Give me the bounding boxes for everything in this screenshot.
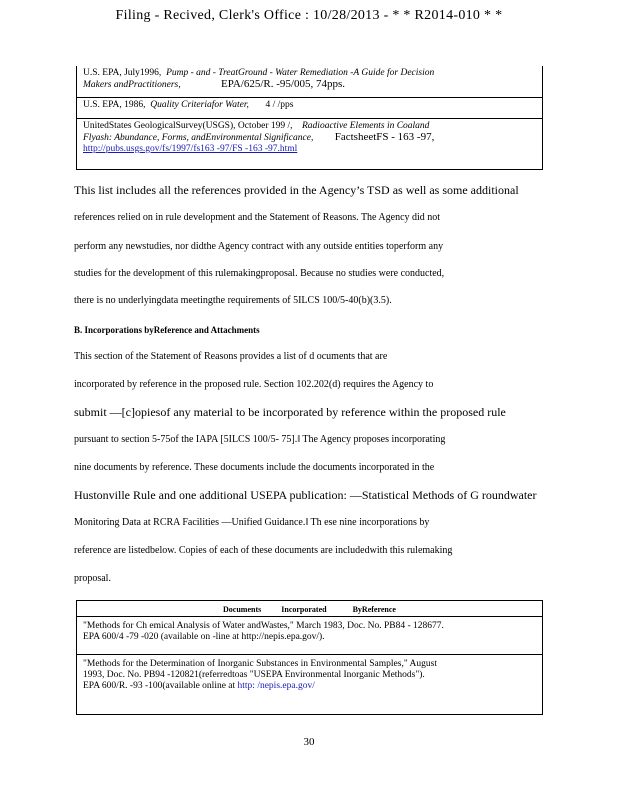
row-text: 1993, Doc. No. PB94 -120821(referredtoas "USEPA Environmental Inorganic Methods").	[83, 670, 425, 680]
documents-incorporated-table	[76, 600, 543, 715]
paragraph-references	[74, 183, 544, 313]
reference-row	[77, 66, 542, 98]
paragraph-line: studies for the development of this rulemakingproposal. Because no studies were conducted,	[74, 268, 445, 279]
paragraph-line: there is no underlyingdata meetingthe requirements of 5ILCS 100/5-40(b)(3.5).	[74, 295, 392, 306]
paragraph-line: This section of the Statement of Reasons provides a list of d ocuments that are	[74, 351, 388, 362]
ref-title: Pump - and - TreatGround - Water Remediation -A Guide for Decision	[166, 68, 435, 78]
table-row	[77, 655, 542, 702]
ref-author: UnitedStates GeologicalSurvey(USGS), October 199 /,	[83, 121, 293, 131]
paragraph-line: proposal.	[74, 573, 111, 584]
nepis-link[interactable]: http: /nepis.epa.gov/	[237, 681, 315, 691]
row-text: EPA 600/4 -79 -020 (available on -line at http://nepis.epa.gov/).	[83, 632, 325, 642]
paragraph-line: perform any newstudies, nor didthe Agency contract with any outside entities toperform any	[74, 241, 444, 252]
ref-doc-number: EPA/625/R. -95/005, 74pps.	[221, 78, 345, 90]
paragraph-incorporations	[74, 351, 544, 591]
paragraph-line: incorporated by reference in the proposed rule. Section 102.202(d) requires the Agency to	[74, 379, 434, 390]
row-text: "Methods for Ch emical Analysis of Water andWastes," March 1983, Doc. No. PB84 - 128677.	[83, 621, 444, 631]
paragraph-line: references relied on in rule development and the Statement of Reasons. The Agency did not	[74, 212, 441, 223]
paragraph-line: Hustonville Rule and one additional USEPA publication: ―Statistical Methods of G roundwater	[74, 488, 537, 502]
table-row	[77, 617, 542, 655]
section-heading: B. Incorporations byReference and Attachments	[74, 325, 260, 335]
usgs-link[interactable]: http://pubs.usgs.gov/fs/1997/fs163 -97/FS -163 -97.html	[83, 144, 298, 154]
ref-title-cont: Makers andPractitioners,	[83, 80, 181, 90]
reference-row	[77, 98, 542, 119]
row-text: "Methods for the Determination of Inorganic Substances in Environmental Samples," August	[83, 659, 438, 669]
paragraph-line: nine documents by reference. These documents include the documents incorporated in the	[74, 462, 435, 473]
table-title: Documents Incorporated ByReference	[77, 601, 542, 617]
row-text: EPA 600/R. -93 -100(available online at	[83, 681, 236, 691]
paragraph-line: submit ―[c]opiesof any material to be incorporated by reference within the proposed rule	[74, 405, 506, 419]
filing-header: Filing - Recived, Clerk's Office : 10/28/2013 - * * R2014-010 * *	[115, 8, 503, 23]
top-references-table	[76, 66, 543, 170]
ref-author: U.S. EPA, July1996,	[83, 68, 162, 78]
ref-author: U.S. EPA, 1986,	[83, 100, 146, 110]
ref-title-cont: Flyash: Abundance, Forms, andEnvironmental Significance,	[83, 133, 314, 143]
paragraph-line: pursuant to section 5-75of the IAPA [5ILCS 100/5- 75].‖ The Agency proposes incorporating	[74, 434, 446, 445]
paragraph-line: This list includes all the references provided in the Agency’s TSD as well as some additional	[74, 183, 519, 197]
ref-title: Radioactive Elements in Coaland	[302, 121, 430, 131]
paragraph-line: Monitoring Data at RCRA Facilities ―Unified Guidance.‖ Th ese nine incorporations by	[74, 517, 430, 528]
paragraph-line: reference are listedbelow. Copies of each of these documents are includedwith this rulemaking	[74, 545, 453, 556]
ref-title: Quality Criteriafor Water,	[150, 100, 249, 110]
ref-doc-number: FactsheetFS - 163 -97,	[334, 131, 435, 143]
ref-pages: 4 / /pps	[265, 100, 294, 110]
page-number: 30	[303, 736, 315, 748]
reference-row	[77, 119, 542, 160]
